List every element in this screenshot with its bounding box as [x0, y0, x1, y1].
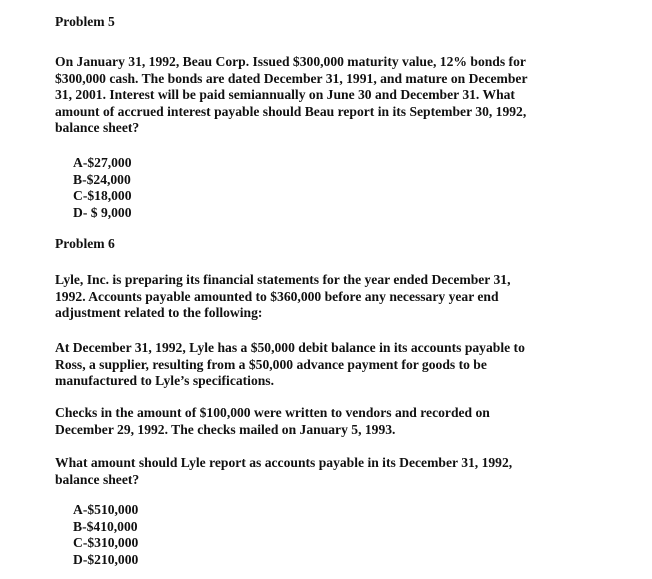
problem-6-options	[73, 502, 138, 568]
problem-6-question-line: What amount should Lyle report as accounts payable in its December 31, 1992,	[55, 455, 513, 470]
problem-5-question-line: 31, 2001. Interest will be paid semiannually on June 30 and December 31. What	[55, 87, 515, 103]
problem-6-item-1-line: Ross, a supplier, resulting from a $50,000 advance payment for goods to be	[55, 356, 487, 372]
problem-6-option-c: C-$310,000	[73, 535, 139, 551]
problem-5-option-a: A-$27,000	[73, 155, 132, 170]
problem-6-intro-line: 1992. Accounts payable amounted to $360,000 before any necessary year end	[55, 288, 499, 304]
problem-5-question-line: $300,000 cash. The bonds are dated December 31, 1991, and mature on December	[55, 70, 528, 86]
problem-6-option-b: B-$410,000	[73, 518, 138, 534]
problem-5-title: Problem 5	[55, 14, 115, 29]
problem-5-option-b: B-$24,000	[73, 171, 131, 187]
problem-5-question-line: amount of accrued interest payable should Beau report in its September 30, 1992,	[55, 103, 527, 119]
problem-5-question	[55, 54, 575, 137]
problem-5-option-c: C-$18,000	[73, 188, 132, 204]
problem-6-question-line: balance sheet?	[55, 471, 140, 487]
problem-6-option-d: D-$210,000	[73, 551, 139, 567]
problem-6-item-1-line: manufactured to Lyle’s specifications.	[55, 373, 274, 389]
problem-6-intro	[55, 272, 575, 322]
problem-5-option-d: D- $ 9,000	[73, 204, 132, 220]
problem-6-item-1	[55, 340, 575, 390]
problem-6-intro-line: Lyle, Inc. is preparing its financial statements for the year ended December 31,	[55, 272, 511, 287]
problem-6-title: Problem 6	[55, 236, 115, 251]
problem-6-item-1-line: At December 31, 1992, Lyle has a $50,000 debit balance in its accounts payable to	[55, 340, 525, 355]
problem-6-question	[55, 455, 575, 488]
problem-6-item-2-line: Checks in the amount of $100,000 were written to vendors and recorded on	[55, 405, 490, 420]
problem-6-item-2	[55, 405, 575, 438]
problem-6-option-a: A-$510,000	[73, 502, 139, 517]
problem-6-intro-line: adjustment related to the following:	[55, 305, 263, 321]
problem-5-question-line: On January 31, 1992, Beau Corp. Issued $300,000 maturity value, 12% bonds for	[55, 54, 526, 69]
problem-5-question-line: balance sheet?	[55, 120, 140, 136]
problem-6-item-2-line: December 29, 1992. The checks mailed on January 5, 1993.	[55, 421, 396, 437]
problem-5-options	[73, 155, 132, 221]
